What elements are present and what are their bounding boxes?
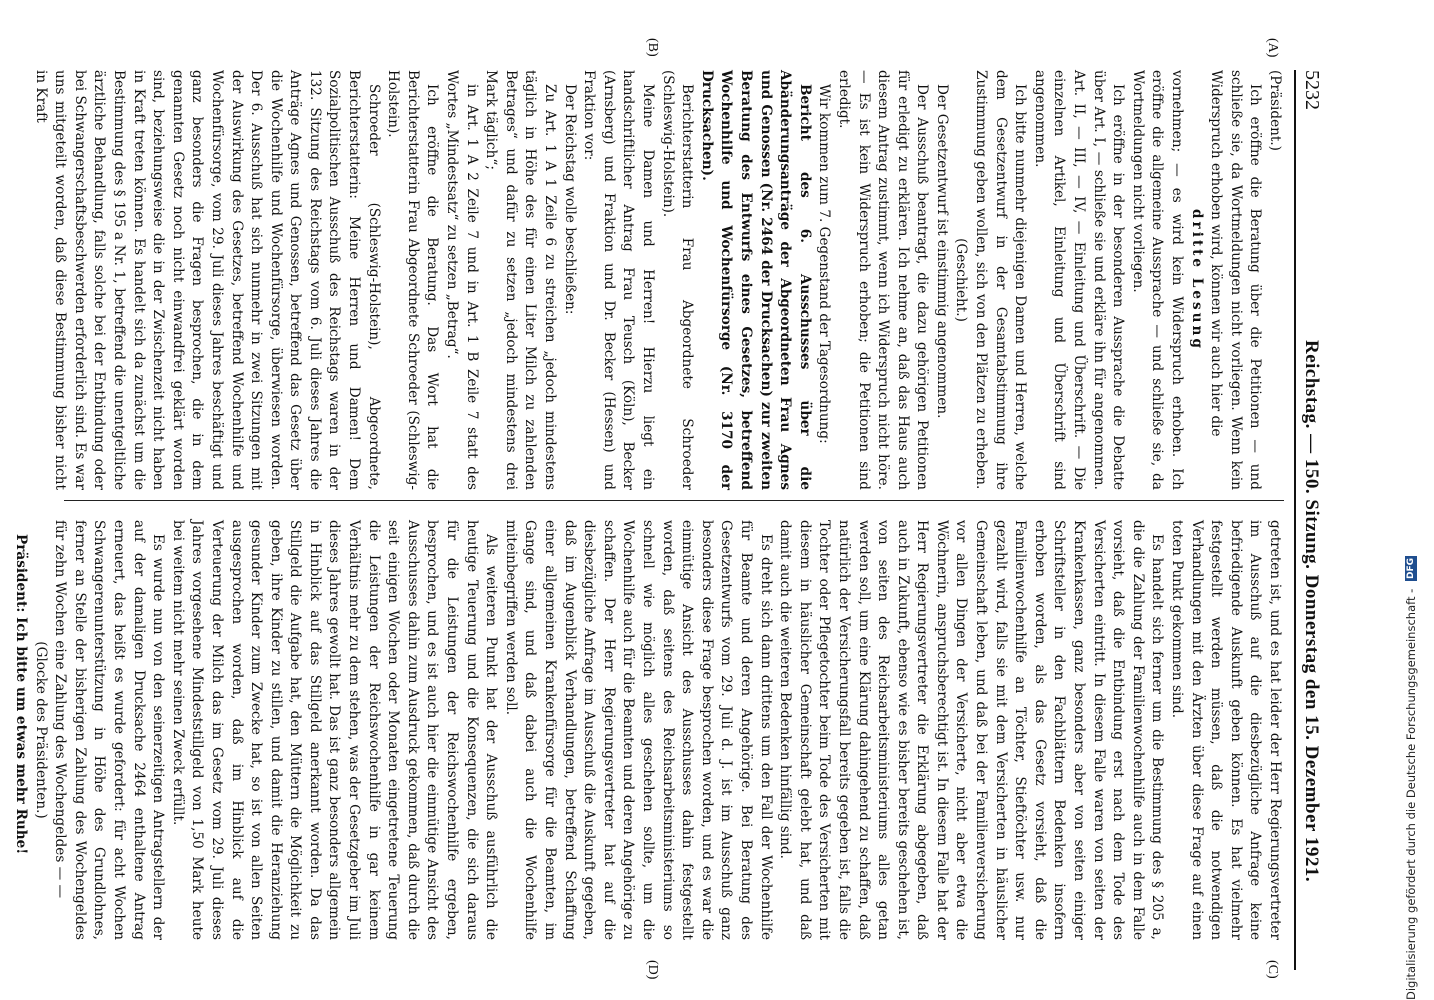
paragraph: Der Ausschuß beantragt, die dazu gehörigen Petitionen für erledigt zu erklären. Ich nehme an, daß das Haus auch diesem Antrag zustimmt, wenn ich Widerspruch nicht höre. — Es ist kein Widerspruch erhoben; die Petitionen sind erledigt.	[835, 70, 931, 490]
paragraph: vornehmen; — es wird kein Widerspruch erhoben. Ich eröffne die allgemeine Aussprache — und schließe sie, da Wortmeldungen nicht vorliegen.	[1129, 70, 1186, 490]
paragraph: Es dreht sich dann drittens um den Fall der Wochenhilfe für Beamte und deren Angehörige. Bei Beratung des Gesetzentwurfs vom 29. Juli d. J. ist im Ausschuß ganz besonders diese Frage besprochen worden, und es war die einmütige Ansicht des Ausschusses dahin festgestellt worden, daß seitens des Reichsarbeitsministeriums so schnell wie möglich alles geschehen sollte, um die Wochenhilfe auch für die Beamten und deren Angehörige zu schaffen. Der Herr Regierungsvertreter hat auf die diesbezügliche Anfrage im Ausschuß die Auskunft gegeben, daß im Augenblick Verhandlungen, betreffend Schaffung einer allgemeinen Krankenfürsorge für die Beamten, im Gange sind, und daß dabei auch die Wochenhilfe miteinbegriffen werden soll.	[502, 520, 774, 940]
stage-direction: (Glocke des Präsidenten.)	[32, 641, 49, 819]
speaker-paragraph: Präsident: Ich bitte um etwas mehr Ruhe!	[13, 534, 29, 855]
margin-marker-d: (D)	[645, 960, 660, 980]
paragraph: Es wurde nun von den seinerzeitigen Antragstellern der auf der damaligen Drucksache 2464 enthaltene Antrag erneuert, das heißt es wurde gefordert: für acht Wochen Schwangerenunterstützung in Höhe des Grundlohnes, ferner an Stelle der bisherigen Zahlung des Wochengeldes für zehn Wochen eine Zahlung des Wochengeldes — —	[52, 520, 167, 940]
stage-direction: (Geschieht.)	[953, 238, 970, 322]
column-divider	[64, 500, 1284, 501]
left-column	[32, 70, 1284, 490]
paragraph: Der Gesetzentwurf ist einstimmig angenommen.	[933, 84, 950, 419]
paragraph: in Art. 1 A 2 Zeile 7 und in Art. 1 B Zeile 7 statt des Wortes „Mindestsatz“ zu setzen „Betrag“.	[444, 70, 480, 490]
credit-text: Digitalisierung gefördert durch die Deutsche Forschungsgemeinschaft -	[1404, 588, 1418, 1000]
digitization-credit	[1404, 6, 1430, 1000]
paragraph: Ich eröffne die Beratung. Das Wort hat die Berichterstatterin Frau Abgeordnete Schroeder (Schleswig-Holstein).	[385, 70, 441, 490]
paragraph: Es handelt sich ferner um die Bestimmung des § 205 a, die die Zahlung der Familienwochenhilfe auch in dem Falle vorsieht, daß die Entbindung erst nach dem Tode des Versicherten eintritt. In diesem Falle waren von seiten der Krankenkassen, ganz besonders aber von seiten einiger Schriftsteller in den Fachblättern Bedenken insofern erhoben worden, als das Gesetz vorsieht, daß die Familienwochenhilfe an Töchter, Stieftöchter usw. nur gezahlt wird, falls sie mit dem Versicherten in häuslicher Gemeinschaft leben, und daß bei der Familienversicherung vor allen Dingen der Versicherte, nicht aber etwa die Wöchnerin, anspruchsberechtigt ist. In diesem Falle hat der Herr Regierungsvertreter die Erklärung abgegeben, daß auch in Zukunft, ebenso wie es bisher bereits geschehen ist, von seiten des Reichsarbeitsministeriums alles getan werden soll, um eine Klärung dahingehend zu schaffen, daß natürlich der Versicherungsfall bereits gegeben ist, falls die Tochter oder Pflegetochter beim Tode des Versicherten mit diesem in häuslicher Gemeinschaft gelebt hat, und daß damit auch die weiteren Bedenken hinfällig sind.	[777, 520, 1166, 940]
section-heading: dritte Lesung	[1188, 209, 1205, 351]
margin-marker-c: (C)	[1265, 960, 1280, 979]
paragraph: Berichterstatterin Frau Abgeordnete Schroeder (Schleswig-Holstein).	[659, 70, 696, 490]
paragraph: Wir kommen zum 7. Gegenstand der Tagesordnung:	[816, 84, 833, 444]
paragraph: Ich eröffne in der besonderen Aussprache die Debatte über Art. I, — schließe sie und erkläre ihn für angenommen. Art. II, — III, — IV, — Einleitung und Überschrift. — Die einzelnen Artikel, Einleitung und Überschrift sind angenommen.	[1031, 70, 1127, 490]
document-page	[13, 0, 1390, 1000]
margin-marker-b: (B)	[645, 38, 660, 57]
speech-paragraph: Schroeder (Schleswig-Holstein), Abgeordnete, Berichterstatterin: Meine Herren und Damen! Dem Sozialpolitischen Ausschuß des Reichstags waren in der 132. Sitzung des Reichstags vom 6. Juli dieses Jahres die Anträge Agnes und Genossen, betreffend das Gesetz über die Wochenhilfe und Wochenfürsorge, überwiesen worden. Der 6. Ausschuß hat sich nunmehr in zwei Sitzungen mit der Auswirkung des Gesetzes, betreffend Wochenhilfe und Wochenfürsorge, vom 29. Juli dieses Jahres beschäftigt und ganz besonders die Fragen besprochen, die in dem genannten Gesetz noch nicht einwandfrei geklärt worden sind, beziehungsweise die in der Zwischenzeit nicht haben in Kraft treten können. Es handelt sich da zunächst um die Bestimmung des § 195 a Nr. 1, betreffend die unentgeltliche ärztliche Behandlung, falls solche bei der Entbindung oder bei Schwangerschaftsbeschwerden erforderlich sind. Es war uns mitgeteilt worden, daß diese Bestimmung bisher nicht in Kraft	[32, 70, 382, 490]
paragraph: Ich bitte nunmehr diejenigen Damen und Herren, welche dem Gesetzentwurf in der Gesamtabstimmung ihre Zustimmung geben wollen, sich von den Plätzen zu erheben.	[973, 70, 1029, 490]
paragraph: Zu Art. 1 A 1 Zeile 6 zu streichen „jedoch mindestens täglich in Höhe des für einen Liter Milch zu zahlenden Betrages“ und dafür zu setzen „jedoch mindestens drei Mark täglich“;	[483, 70, 559, 490]
speaker-label: (Präsident.)	[1267, 70, 1283, 151]
running-header	[1294, 70, 1330, 970]
agenda-item-title: Bericht des 6. Ausschusses über die Abänderungsanträge der Abgeordneten Frau Agnes und Genossen (Nr. 2464 der Drucksachen) zur zweiten Beratung des Entwurfs eines Gesetzes, betreffend Wochenhilfe und Wochenfürsorge (Nr. 3170 der Drucksachen).	[698, 70, 813, 490]
paragraph: Der Reichstag wolle beschließen:	[561, 84, 578, 315]
margin-marker-a: (A)	[1265, 38, 1280, 58]
running-title: Reichstag. — 150. Sitzung. Donnerstag den 15. Dezember 1921.	[1301, 340, 1322, 883]
page-number: 5232	[1301, 70, 1323, 110]
paragraph: Ich eröffne die Beratung über die Petitionen — und schließe sie, da Wortmeldungen nicht vorliegen. Wenn kein Widerspruch erhoben wird, können wir auch hier die	[1208, 70, 1264, 490]
paragraph: Als weiteren Punkt hat der Ausschuß ausführlich die heutige Teuerung und die Konsequenzen, die sich daraus für die Leistungen der Reichswochenhilfe ergeben, besprochen, und es ist auch hier die einmütige Ansicht des Ausschusses dahin zum Ausdruck gekommen, daß durch die seit einigen Wochen oder Monaten eingetretene Teuerung die Leistungen der Reichswochenhilfe in gar keinem Verhältnis mehr zu dem stehen, was der Gesetzgeber im Juli dieses Jahres gewollt hat. Das ist ganz besonders allgemein in Hinblick auf das Stillgeld anerkannt worden. Da das Stillgeld die Aufgabe hat, den Müttern die Möglichkeit zu geben, ihre Kinder zu stillen, und damit die Heranziehung gesunder Kinder zum Zwecke hat, so ist von allen Seiten ausgesprochen worden, daß im Hinblick auf die Verteuerung der Milch das im Gesetz vom 29. Juli dieses Jahres vorgesehene Mindeststillgeld von 1,50 Mark heute bei weitem nicht mehr seinen Zweck erfüllt.	[169, 520, 500, 940]
dfg-logo: DFG	[1406, 558, 1416, 580]
right-column	[13, 520, 1284, 940]
paragraph: getreten ist, und es hat leider der Herr Regierungsvertreter im Ausschuß auf die diesbezügliche Anfrage keine befriedigende Auskunft geben können. Es hat vielmehr festgestellt werden müssen, daß die notwendigen Verhandlungen mit den Ärzten über diese Frage auf einen toten Punkt gekommen sind.	[1169, 520, 1283, 940]
paragraph: Meine Damen und Herren! Hierzu liegt ein handschriftlicher Antrag Frau Teusch (Köln), Becker (Arnsberg) und Fraktion und Dr. Becker (Hessen) und Fraktion vor:	[581, 70, 656, 490]
